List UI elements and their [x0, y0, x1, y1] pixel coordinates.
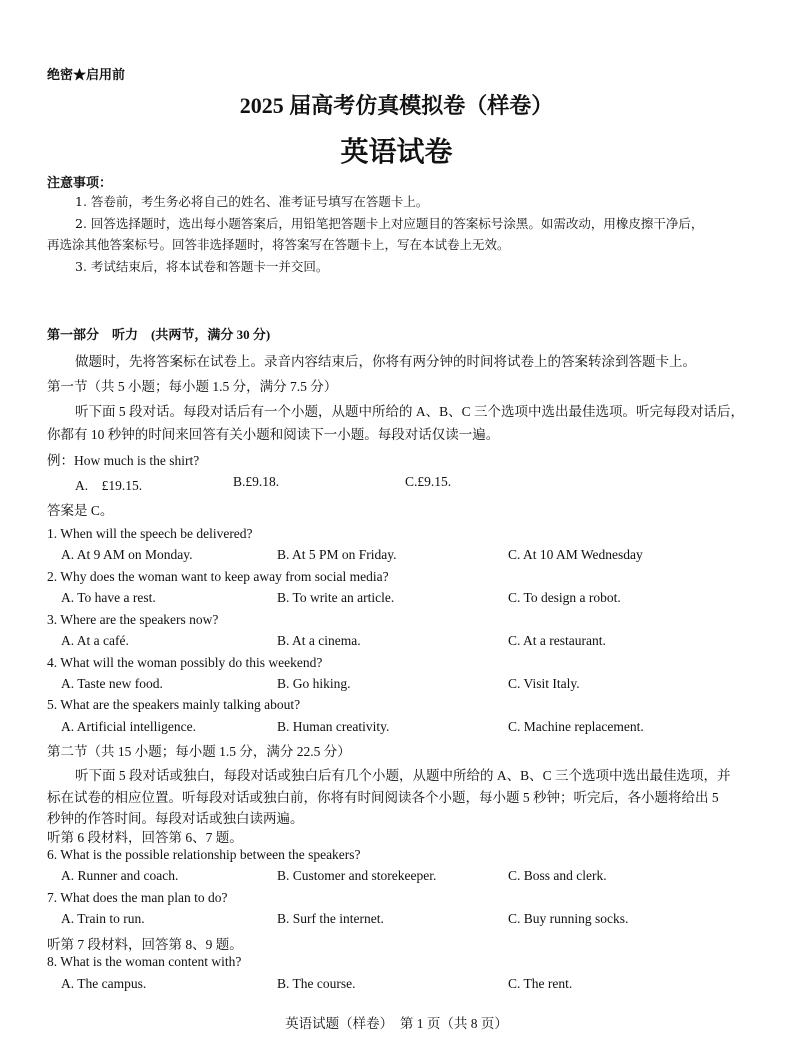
- confidential-label: 绝密★启用前: [47, 67, 126, 82]
- example-question: 例：How much is the shirt?: [47, 453, 200, 468]
- question-7-option-a: A. Train to run.: [61, 911, 145, 926]
- question-6-option-a: A. Runner and coach.: [61, 868, 179, 883]
- question-4-option-c: C. Visit Italy.: [508, 676, 580, 691]
- notice-item-2-line-2: 再选涂其他答案标号。回答非选择题时，将答案写在答题卡上，写在本试卷上无效。: [47, 237, 510, 252]
- question-2: 2. Why does the woman want to keep away from social media?: [47, 569, 389, 584]
- question-4-option-b: B. Go hiking.: [277, 676, 351, 691]
- section2-heading: 第二节（共 15 小题；每小题 1.5 分，满分 22.5 分）: [47, 744, 351, 759]
- example-option-b: B.£9.18.: [233, 474, 280, 489]
- question-5-option-a: A. Artificial intelligence.: [61, 719, 196, 734]
- material-7-instruction: 听第 7 段材料，回答第 8、9 题。: [47, 937, 243, 952]
- question-3-option-c: C. At a restaurant.: [508, 633, 606, 648]
- section1-instruction-line-1: 听下面 5 段对话。每段对话后有一个小题，从题中所给的 A、B、C 三个选项中选出最佳选项。听完每段对话后，: [75, 404, 745, 419]
- question-6-option-b: B. Customer and storekeeper.: [277, 868, 437, 883]
- example-answer: 答案是 C。: [47, 503, 114, 518]
- question-5-option-b: B. Human creativity.: [277, 719, 390, 734]
- question-8-option-a: A. The campus.: [61, 976, 147, 991]
- page-footer: 英语试题（样卷） 第 1 页（共 8 页）: [285, 1016, 508, 1031]
- section2-instruction-line-1: 听下面 5 段对话或独白，每段对话或独白后有几个小题，从题中所给的 A、B、C 三个选项中选出最佳选项，并: [75, 768, 731, 783]
- question-2-option-a: A. To have a rest.: [61, 590, 156, 605]
- question-1-option-b: B. At 5 PM on Friday.: [277, 547, 397, 562]
- question-1-option-a: A. At 9 AM on Monday.: [61, 547, 193, 562]
- material-6-instruction: 听第 6 段材料，回答第 6、7 题。: [47, 830, 243, 845]
- question-2-option-c: C. To design a robot.: [508, 590, 621, 605]
- question-3-option-b: B. At a cinema.: [277, 633, 361, 648]
- question-8-option-c: C. The rent.: [508, 976, 573, 991]
- question-7: 7. What does the man plan to do?: [47, 890, 228, 905]
- question-4-option-a: A. Taste new food.: [61, 676, 163, 691]
- notice-item-3: 3. 考试结束后，将本试卷和答题卡一并交回。: [75, 259, 329, 274]
- notice-heading: 注意事项：: [47, 175, 113, 190]
- question-4: 4. What will the woman possibly do this weekend?: [47, 655, 323, 670]
- section2-instruction-line-2: 标在试卷的相应位置。听每段对话或独白前，你将有时间阅读各个小题，每小题 5 秒钟；听完后，各小题将给出 5: [47, 790, 719, 805]
- part1-heading: 第一部分 听力 (共两节，满分 30 分): [47, 327, 271, 342]
- question-1: 1. When will the speech be delivered?: [47, 526, 253, 541]
- exam-title: 2025 届高考仿真模拟卷（样卷）: [239, 93, 554, 118]
- question-3: 3. Where are the speakers now?: [47, 612, 219, 627]
- part1-instruction: 做题时，先将答案标在试卷上。录音内容结束后，你将有两分钟的时间将试卷上的答案转涂到答题卡上。: [75, 354, 696, 369]
- question-3-option-a: A. At a café.: [61, 633, 129, 648]
- example-option-a: A. £19.15.: [75, 478, 143, 493]
- example-option-c: C.£9.15.: [405, 474, 452, 489]
- question-5-option-c: C. Machine replacement.: [508, 719, 644, 734]
- notice-item-2-line-1: 2. 回答选择题时，选出每小题答案后，用铅笔把答题卡上对应题目的答案标号涂黑。如需改动，用橡皮擦干净后，: [75, 216, 704, 231]
- question-6-option-c: C. Boss and clerk.: [508, 868, 607, 883]
- question-7-option-b: B. Surf the internet.: [277, 911, 384, 926]
- question-8: 8. What is the woman content with?: [47, 954, 242, 969]
- section1-heading: 第一节（共 5 小题；每小题 1.5 分，满分 7.5 分）: [47, 379, 338, 394]
- question-6: 6. What is the possible relationship between the speakers?: [47, 847, 361, 862]
- section1-instruction-line-2: 你都有 10 秒钟的时间来回答有关小题和阅读下一小题。每段对话仅读一遍。: [47, 427, 500, 442]
- subject-title: 英语试卷: [340, 137, 453, 168]
- question-1-option-c: C. At 10 AM Wednesday: [508, 547, 643, 562]
- question-7-option-c: C. Buy running socks.: [508, 911, 629, 926]
- section2-instruction-line-3: 秒钟的作答时间。每段对话或独白读两遍。: [47, 811, 304, 826]
- question-2-option-b: B. To write an article.: [277, 590, 395, 605]
- notice-item-1: 1. 答卷前，考生务必将自己的姓名、准考证号填写在答题卡上。: [75, 194, 429, 209]
- question-5: 5. What are the speakers mainly talking about?: [47, 697, 301, 712]
- question-8-option-b: B. The course.: [277, 976, 356, 991]
